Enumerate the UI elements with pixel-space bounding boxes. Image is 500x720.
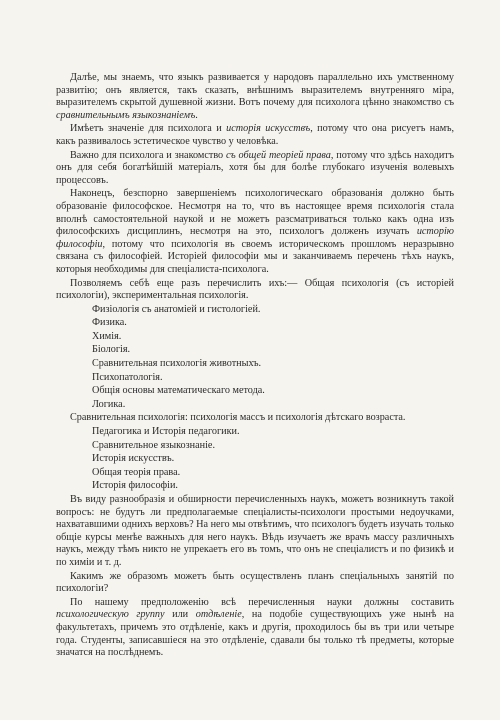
italic-text: сравнительнымъ языкознаніемъ [56, 109, 196, 121]
text-run: Далѣе, мы знаемъ, что языкъ развивается у народовъ параллельно ихъ умственному развитію; онъ является, такъ сказать, внѣшнимъ выразителемъ внутренняго міра, выразителемъ скрытой душевной жизни. Вотъ почему для психолога цѣнно знакомство съ [56, 72, 454, 109]
list-item: Физика. [92, 317, 127, 329]
list-item: Логика. [92, 398, 126, 410]
text-run: , потому что она рисуетъ намъ, какъ развивалось эстетическое чувство у человѣка. [56, 123, 455, 147]
list-item: Сравнительная психологія животныхъ. [92, 358, 262, 370]
text-run: Какимъ же образомъ можетъ быть осуществленъ планъ спеціальныхъ занятій по психологіи? [56, 570, 454, 595]
italic-text: съ общей теоріей права [225, 149, 331, 161]
list-item: Психопатологія. [92, 371, 163, 383]
italic-text: исторію философіи [56, 226, 454, 250]
list-item: Общая теорія права. [92, 466, 181, 478]
text-run: Важно для психолога и знакомство [70, 149, 226, 161]
paragraph [56, 494, 454, 570]
subject-list [56, 304, 454, 493]
text-run: Имѣетъ значеніе для психолога и [70, 123, 227, 135]
text-run: Въ виду разнообразія и обширности перечисленныхъ наукъ, можетъ возникнуть такой вопросъ: не будутъ ли предполагаемые спеціалисты-психологи простыми недоучками, нахватавшими однихъ верховъ? На него мы отвѣтимъ, что психологъ будетъ изучать только общіе курсы менѣе важныхъ для него наукъ. Вѣдь изучаетъ же врачъ массу различныхъ наукъ, между тѣмъ никто не упрекаетъ его въ томъ, что онъ не спеціалистъ и по физикѣ и по химіи и т. д. [56, 494, 454, 568]
paragraph [56, 278, 454, 303]
paragraph [56, 72, 454, 122]
text-run: , потому что психологія въ своемъ историческомъ прошломъ неразрывно связана съ философіей. Исторіей философіи мы и заканчиваемъ перечень тѣхъ наукъ, которыя необходимы для спеціалиста-психолога. [56, 238, 454, 275]
list-item: Сравнительное языкознаніе. [92, 439, 215, 451]
list-item: Исторія философіи. [92, 480, 178, 492]
text-run: Наконецъ, безспорно завершеніемъ психологическаго образованія должно быть образованіе философское. Несмотря на то, что въ настоящее время психологія стала вполнѣ самостоятельной наукой и не можетъ разсматриваться только какъ одна изъ философскихъ дисциплинъ, несмотря на это, психологъ долженъ изучать [56, 188, 454, 238]
paragraph-group [56, 72, 454, 303]
closing-paragraph-group [56, 494, 454, 660]
list-item: Физіологія съ анатоміей и гистологіей. [92, 303, 261, 315]
italic-text: психологическую группу [56, 609, 165, 621]
italic-text: отдѣленіе [195, 609, 242, 621]
italic-text: исторія искусствъ [226, 123, 311, 135]
list-item: Педагогика и Исторія педагогики. [92, 426, 240, 438]
paragraph [56, 123, 454, 148]
text-run: Позволяемъ себѣ еще разъ перечислить ихъ:— Общая психологія (съ исторіей психологіи), экспериментальная психологія. [56, 277, 454, 302]
text-run: или [164, 609, 196, 621]
paragraph [56, 597, 454, 660]
paragraph [56, 188, 454, 276]
page-text [56, 72, 454, 660]
text-run: По нашему предположенію всѣ перечисленныя науки должны составить [70, 596, 454, 608]
list-paragraph: Сравнительная психологія: психологія массъ и психологія дѣтскаго возраста. [70, 412, 406, 424]
text-run: . [195, 109, 198, 121]
text-run: , потому что здѣсь находитъ онъ для себя богатѣйшій матеріалъ, хотя бы для болѣе глубокаго изученія волевыхъ процессовъ. [56, 149, 454, 186]
list-item: Біологія. [92, 344, 131, 356]
list-item: Общія основы математическаго метода. [92, 385, 265, 397]
paragraph [56, 571, 454, 596]
text-run: , на подобіе существующихъ уже нынѣ на факультетахъ, причемъ это отдѣленіе, какъ и другія, проходилось бы въ три или четыре года. Студенты, записавшіеся на это отдѣленіе, сдавали бы только тѣ предметы, которые значатся на послѣднемъ. [56, 609, 455, 659]
list-item: Исторія искусствъ. [92, 453, 175, 465]
paragraph [56, 150, 454, 188]
list-item: Химія. [92, 330, 122, 342]
